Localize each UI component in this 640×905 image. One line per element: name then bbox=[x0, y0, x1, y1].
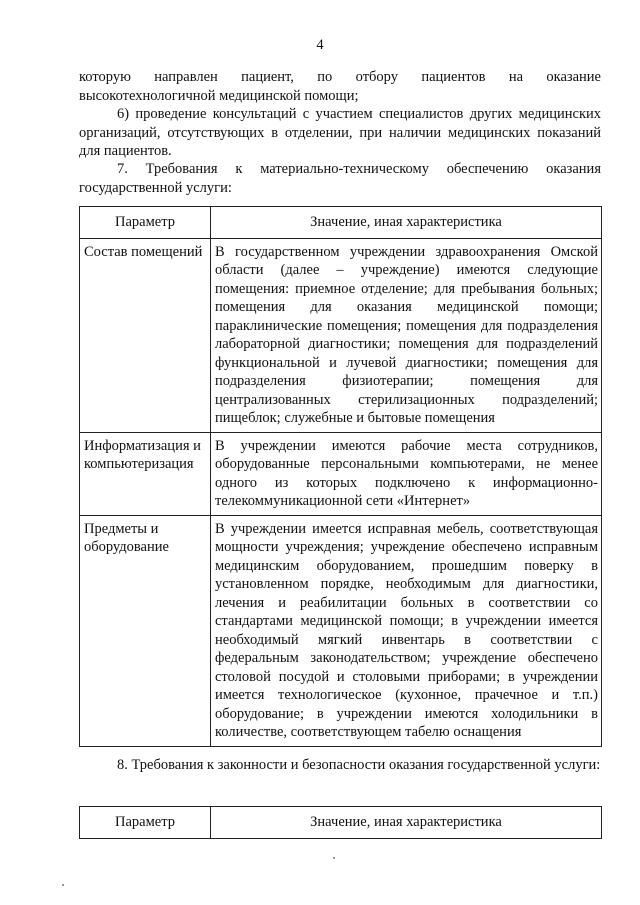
paragraph-7 bbox=[79, 160, 601, 197]
legality-requirements-table bbox=[79, 806, 602, 839]
paragraph-6 bbox=[79, 105, 601, 161]
table-header-row bbox=[80, 807, 602, 839]
table-row bbox=[80, 515, 602, 746]
intro-paragraph bbox=[79, 68, 601, 105]
row-value: В учреждении имеется исправная мебель, соответствующая мощности учреждения; учреждение обеспечено исправным медицинским оборудованием, прошедшим поверку в установленном порядке, необходимым для диагностики, лечения и реабилитации больных в соответствии со стандартами медицинской помощи; в учреждении имеется необходимый мягкий инвентарь в соответствии с федеральным законодательством; учреждение обеспечено столовой посудой и столовыми приборами; в учреждении имеется технологическое (кухонное, прачечное и т.п.) оборудование; в учреждении имеются холодильники в количестве, соответствующем табелю оснащения bbox=[211, 515, 602, 746]
intro-line-2: высокотехнологичной медицинской помощи; bbox=[79, 87, 359, 104]
paragraph-6-text: 6) проведение консультаций с участием специалистов других медицинских организаций, отсутствующих в отделении, при наличии медицинских показаний для пациентов. bbox=[79, 106, 601, 159]
page-number: 4 bbox=[316, 37, 324, 53]
paragraph-8-text: 8. Требования к законности и безопасности оказания государственной услуги: bbox=[117, 757, 601, 773]
header-value: Значение, иная характеристика bbox=[211, 807, 602, 839]
scan-speck bbox=[333, 857, 335, 859]
row-parameter: Состав помещений bbox=[80, 238, 211, 432]
row-parameter: Предметы и оборудование bbox=[80, 515, 211, 746]
paragraph-8 bbox=[79, 756, 601, 775]
header-parameter: Параметр bbox=[80, 207, 211, 239]
header-value: Значение, иная характеристика bbox=[211, 207, 602, 239]
table-row bbox=[80, 238, 602, 432]
row-value: В учреждении имеются рабочие места сотрудников, оборудованные персональными компьютерами, не менее одного из которых подключено к информационно-телекоммуникационной сети «Интернет» bbox=[211, 432, 602, 515]
row-parameter: Информатизация и компьютеризация bbox=[80, 432, 211, 515]
material-requirements-table bbox=[79, 206, 602, 747]
row-value: В государственном учреждении здравоохранения Омской области (далее – учреждение) имеются следующие помещения: приемное отделение; для пребывания больных; помещения для оказания медицинской помощи; параклинические помещения; помещения для подразделения лабораторной диагностики; помещения для подразделений функциональной и лучевой диагностики; помещения для подразделения физиотерапии; помещения для централизованных стерилизационных подразделений; пищеблок; служебные и бытовые помещения bbox=[211, 238, 602, 432]
paragraph-7-text: 7. Требования к материально-техническому обеспечению оказания государственной услуги: bbox=[79, 161, 601, 196]
scan-speck bbox=[62, 884, 64, 886]
table-row bbox=[80, 432, 602, 515]
intro-line-1: которую направлен пациент, по отбору пациентов на оказание bbox=[79, 69, 601, 85]
header-parameter: Параметр bbox=[80, 807, 211, 839]
table-header-row bbox=[80, 207, 602, 239]
